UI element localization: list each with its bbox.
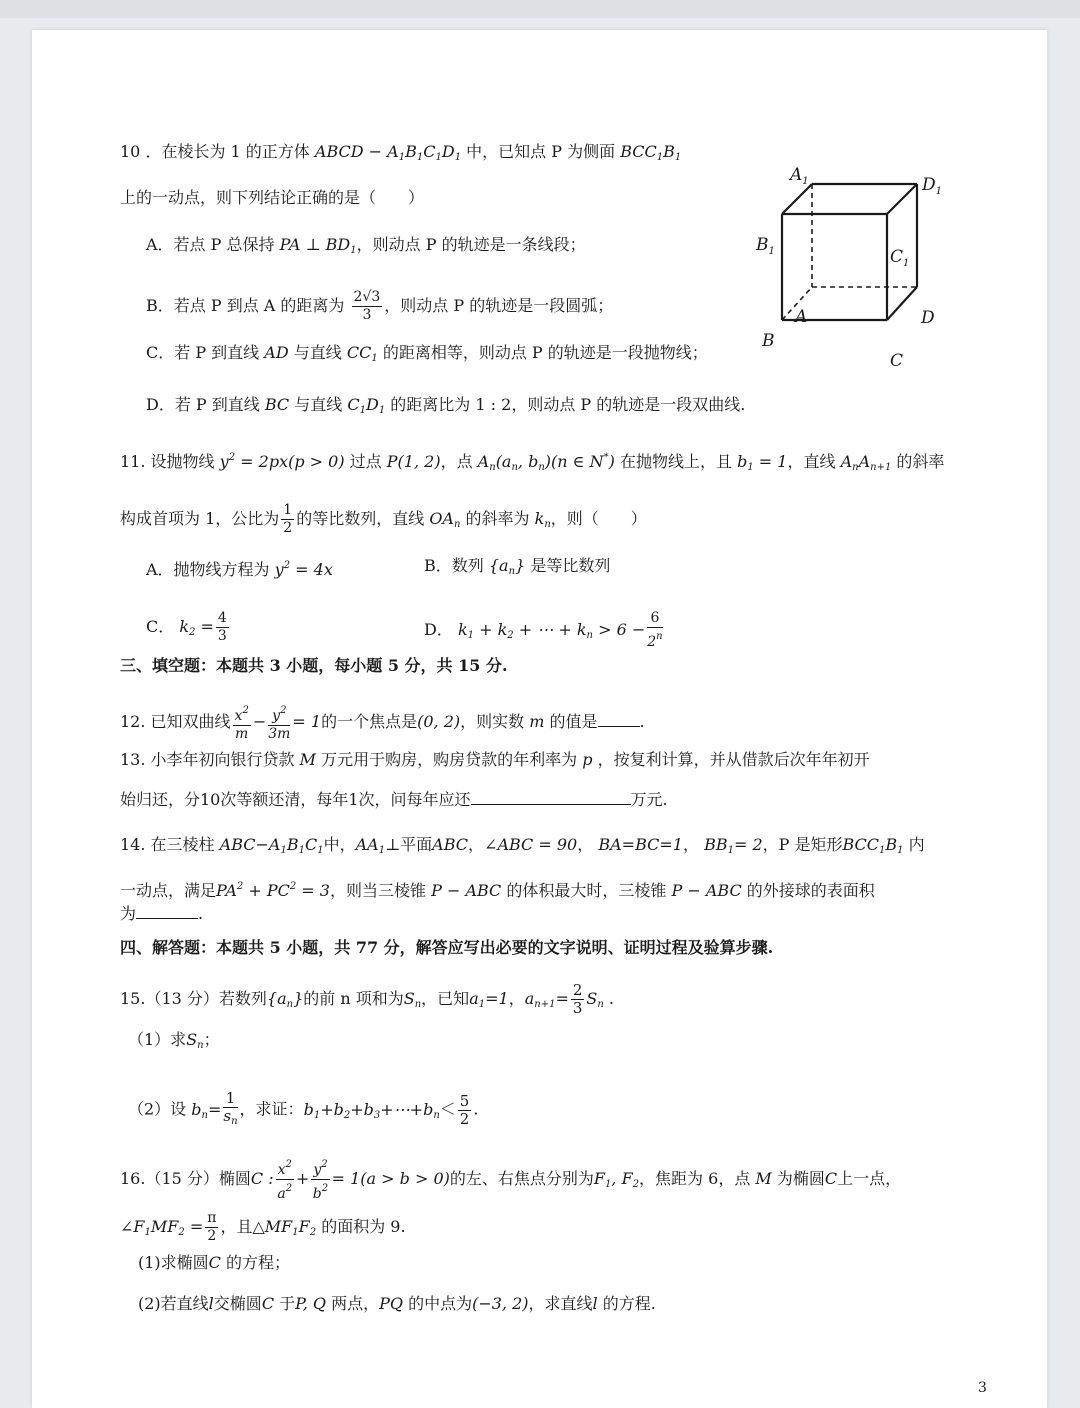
q11-option-a: A．抛物线方程为 $y^2 = 4x$ [146,560,333,579]
q10-line2: 上的一动点，则下列结论正确的是（ ） [120,188,425,207]
q11-option-b: B．数列 $\{a_n\}$ 是等比数列 [424,556,611,577]
q11-option-c: C． $k_2$ = $\frac{4}{3}$ [146,610,227,644]
svg-text:C1: $C_1$ [890,247,910,269]
label-a: A [795,307,808,327]
q14-line3: 为 . [120,904,204,923]
q15-line1: 15.（13 分）若数列$\{a_n\}$的前 n 项和为$S_n$，已知$a_1=1$，$a_{n+1}=$ $\frac{2}{3}$ $S_n$ . [120,981,614,1017]
q11-line2: 构成首项为 1，公比为 $\frac{1}{2}$ 的等比数列，直线 $OA_n$ 的斜率为 $k_n$，则（ ） [120,502,647,536]
q16-line2: $\angle F_1MF_2$ = $\frac{\pi}{2}$ ，且$\triangle MF_1F_2$ 的面积为 9. [120,1210,406,1244]
q12-answer-blank[interactable] [598,712,640,727]
q16-line1: 16.（15 分）椭圆C : $\frac{x^2}{a^2}$ + $\frac{y^2}{b^2}$ = 1(a > b > 0)的左、右焦点分别为$F_1$, $F_2$，焦距为 6，点 M 为椭圆C上一点， [120,1156,901,1203]
q10-line1: 10 ．在棱长为 1 的正方体 ABCD − $A_1B_1C_1D_1$ 中，已知点 P 为侧面 $BCC_1B_1$ [120,142,682,163]
cube-figure [732,165,943,371]
q10-option-c: C．若 P 到直线 AD 与直线 $CC_1$ 的距离相等，则动点 P 的轨迹是一段抛物线； [146,343,708,364]
label-c1: C [890,247,904,267]
q14-answer-blank[interactable] [136,904,198,919]
q10-option-b: B．若点 P 到点 A 的距离为 $\frac{2√3}{3}$ ，则动点 P 的轨迹是一段圆弧； [146,289,614,323]
label-d: D [921,308,935,328]
q14-line1: 14. 在三棱柱 $ABC-A_1B_1C_1$中，$AA_1\perp$平面ABC，∠ABC = 90， BA=BC=1， $BB_1= 2$，P 是矩形$BCC_1B_1$ 内 [120,835,925,856]
q13-line1: 13. 小李年初向银行贷款 M 万元用于购房，购房贷款的年利率为 p ，按复利计算，并从借款后次年年初开 [120,750,870,769]
section3-heading: 三、填空题：本题共 3 小题，每小题 5 分，共 15 分. [120,656,508,675]
q11-line1: 11. 设抛物线 $y^2 = 2px(p > 0)$ 过点 P(1, 2)，点 $A_n(a_n$, $b_n)(n$ ∈ N*) 在抛物线上，且 $b_1 = 1$，直线 $A_nA_{n+1}$ 的斜率 [120,452,945,473]
viewer-top-bar [0,0,1080,18]
svg-text:A1: $A_1$ [790,165,809,187]
q15-part1: （1）求$S_n$； [128,1030,220,1051]
q12-line: 12. 已知双曲线 $\frac{x^2}{m}$ − $\frac{y^2}{3m}$ = 1的一个焦点是(0, 2)，则实数 m 的值是 . [120,702,645,743]
q10-option-a: A．若点 P 总保持 PA ⊥ $BD_1$，则动点 P 的轨迹是一条线段； [146,235,586,256]
label-c: C [890,351,904,371]
q14-line2: 一动点，满足$PA^2 + PC^2 = 3$，则当三棱锥 P − ABC 的体积最大时，三棱锥 P − ABC 的外接球的表面积 [120,881,875,900]
label-d1: D [922,175,936,195]
label-b: B [762,331,775,351]
q16-part1: (1)求椭圆C 的方程； [138,1253,291,1272]
page-number: 3 [978,1380,987,1396]
svg-text:B1: $B_1$ [756,235,775,257]
label-b1: B [756,235,769,255]
exam-page[interactable] [32,30,1047,1408]
svg-text:D1: $D_1$ [922,175,943,197]
section4-heading: 四、解答题：本题共 5 小题，共 77 分，解答应写出必要的文字说明、证明过程及验算步骤. [120,938,774,957]
q13-answer-blank[interactable] [471,790,631,805]
q11-option-d: D． $k_1 + k_2$ + ⋯ + $k_n > 6$ − $\frac{6}{2^n}$ [424,610,663,650]
q16-part2: (2)若直线l交椭圆C 于P, Q 两点，PQ 的中点为(−3, 2)，求直线l 的方程. [138,1294,656,1313]
q15-part2: （2）设 $b_n=$ $\frac{1}{s_n}$ ，求证：$b_1+b_2+b_3+\cdots+b_n<$ $\frac{5}{2}$ . [128,1089,479,1128]
label-a1: A [790,165,803,185]
q13-line2: 始归还，分10次等额还清，每年1次，问每年应还 万元. [120,790,668,809]
q10-option-d: D．若 P 到直线 BC 与直线 $C_1D_1$ 的距离比为 1 : 2，则动点 P 的轨迹是一段双曲线. [146,395,746,416]
